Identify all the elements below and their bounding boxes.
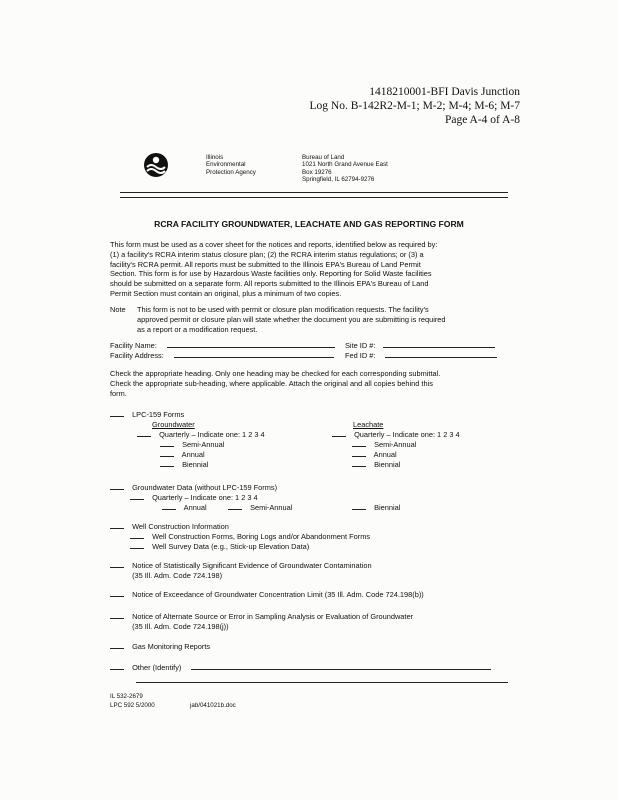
leachate-biennial-row xyxy=(352,460,400,470)
agency-address xyxy=(302,154,388,183)
notice-alternate-line: (35 Ill. Adm. Code 724.198(j)) xyxy=(132,621,229,631)
notice-alternate-text xyxy=(132,612,413,632)
gw-data-biennial-label: Biennial xyxy=(374,503,401,512)
well-survey-row xyxy=(130,542,309,552)
notice-significant-line: (35 Ill. Adm. Code 724.198) xyxy=(132,570,223,580)
site-id-label: Site ID #: xyxy=(345,341,376,350)
intro-line: should be submitted on a separate form. All reports submitted to the Illinois EPA's Bureau of Land xyxy=(110,279,429,289)
leachate-quarterly-row xyxy=(332,430,460,440)
instructions-line: form. xyxy=(110,388,127,398)
agency-address-line: Box 19276 xyxy=(302,168,332,176)
note-label: Note xyxy=(110,305,126,314)
form-number: IL 532-2679 xyxy=(110,693,143,700)
well-forms-row xyxy=(130,532,370,542)
gw-data-semiannual-row xyxy=(228,503,292,513)
leachate-heading: Leachate xyxy=(353,420,384,429)
facility-address-label: Facility Address: xyxy=(110,351,164,360)
leachate-annual-checkbox[interactable] xyxy=(352,450,366,457)
leachate-biennial-label: Biennial xyxy=(374,460,401,469)
agency-address-line: Springfield, IL 62794-9276 xyxy=(302,175,375,183)
lpc-159-checkbox[interactable] xyxy=(110,410,124,417)
log-number-line: Log No. B-142R2-M-1; M-2; M-4; M-6; M-7 xyxy=(309,100,520,112)
notice-alternate-checkbox[interactable] xyxy=(110,612,124,619)
leachate-quarterly-label: Quarterly – Indicate one: 1 2 3 4 xyxy=(354,430,460,439)
agency-name-line: Protection Agency xyxy=(206,168,256,176)
leachate-semiannual-row xyxy=(352,440,416,450)
page-number: Page A-4 of A-8 xyxy=(444,114,520,126)
gw-data-quarterly-label: Quarterly – Indicate one: 1 2 3 4 xyxy=(152,493,258,502)
facility-address-field[interactable] xyxy=(174,350,334,358)
gw-data-quarterly-checkbox[interactable] xyxy=(130,493,144,500)
fed-id-label: Fed ID #: xyxy=(345,351,376,360)
file-reference: jab/041021b.doc xyxy=(190,702,236,709)
gw-data-semiannual-checkbox[interactable] xyxy=(228,503,242,510)
lpc-159-label: LPC-159 Forms xyxy=(132,410,185,419)
intro-line: This form must be used as a cover sheet for the notices and reports, identified below as required by: xyxy=(110,240,438,249)
well-forms-label: Well Construction Forms, Boring Logs and/or Abandonment Forms xyxy=(152,532,371,541)
notice-exceedance-row xyxy=(110,590,424,600)
note-line: as a report or a modification request. xyxy=(137,324,258,334)
other-identify-field[interactable] xyxy=(191,662,491,670)
agency-name-line: Illinois xyxy=(206,154,224,161)
gw-data-semiannual-label: Semi-Annual xyxy=(250,503,293,512)
agency-name xyxy=(206,154,256,176)
groundwater-biennial-checkbox[interactable] xyxy=(160,460,174,467)
well-construction-row xyxy=(110,522,229,532)
instructions-line: Check the appropriate sub-heading, where applicable. Attach the original and all copies behind this xyxy=(110,378,433,388)
fed-id-row xyxy=(345,350,497,361)
groundwater-data-row xyxy=(110,483,277,493)
gw-data-biennial-checkbox[interactable] xyxy=(352,503,366,510)
intro-line: facility's RCRA permit. All reports must be submitted to the Illinois EPA's Bureau of Land Permit xyxy=(110,259,421,269)
leachate-biennial-checkbox[interactable] xyxy=(352,460,366,467)
lpc-159-row xyxy=(110,410,184,420)
groundwater-data-checkbox[interactable] xyxy=(110,483,124,490)
leachate-quarterly-checkbox[interactable] xyxy=(332,430,346,437)
groundwater-annual-row xyxy=(160,450,205,460)
leachate-annual-row xyxy=(352,450,397,460)
gw-data-annual-checkbox[interactable] xyxy=(162,503,176,510)
facility-name-field[interactable] xyxy=(167,340,335,348)
notice-exceedance-label: Notice of Exceedance of Groundwater Concentration Limit (35 Ill. Adm. Code 724.198(b)) xyxy=(132,590,424,599)
groundwater-quarterly-row xyxy=(137,430,265,440)
well-construction-checkbox[interactable] xyxy=(110,522,124,529)
notice-significant-row xyxy=(110,561,372,581)
other-row xyxy=(110,662,491,673)
well-construction-label: Well Construction Information xyxy=(132,522,229,531)
notice-alternate-row xyxy=(110,612,413,632)
document-id-line: 1418210001-BFI Davis Junction xyxy=(369,86,520,98)
groundwater-biennial-row xyxy=(160,460,208,470)
site-id-field[interactable] xyxy=(383,340,495,348)
gw-data-quarterly-row xyxy=(130,493,258,503)
groundwater-semiannual-checkbox[interactable] xyxy=(160,440,174,447)
facility-name-label: Facility Name: xyxy=(110,341,157,350)
illinois-epa-logo-icon xyxy=(143,152,169,183)
notice-significant-line: Notice of Statistically Significant Evidence of Groundwater Contamination xyxy=(132,561,372,570)
fed-id-field[interactable] xyxy=(385,350,497,358)
groundwater-semiannual-row xyxy=(160,440,224,450)
leachate-semiannual-label: Semi-Annual xyxy=(374,440,417,449)
header-divider xyxy=(120,192,508,193)
groundwater-annual-checkbox[interactable] xyxy=(160,450,174,457)
header-divider xyxy=(120,197,508,198)
note-line: approved permit or closure plan will state whether the document you are submitting is required xyxy=(137,314,446,324)
gas-monitoring-row xyxy=(110,642,210,652)
lpc-number: LPC 592 5/2000 xyxy=(110,702,155,709)
intro-line: (1) a facility's RCRA interim status closure plan; (2) the RCRA interim status regulations; or (3) a xyxy=(110,249,424,259)
notice-exceedance-checkbox[interactable] xyxy=(110,590,124,597)
gw-data-biennial-row xyxy=(352,503,400,513)
notice-alternate-line: Notice of Alternate Source or Error in Sampling Analysis or Evaluation of Groundwater xyxy=(132,612,414,621)
other-checkbox[interactable] xyxy=(110,663,124,670)
well-forms-checkbox[interactable] xyxy=(130,532,144,539)
form-title: RCRA FACILITY GROUNDWATER, LEACHATE AND GAS REPORTING FORM xyxy=(154,219,464,229)
groundwater-quarterly-checkbox[interactable] xyxy=(137,430,151,437)
groundwater-heading: Groundwater xyxy=(152,420,195,429)
notice-significant-checkbox[interactable] xyxy=(110,561,124,568)
groundwater-data-label: Groundwater Data (without LPC-159 Forms) xyxy=(132,483,278,492)
leachate-annual-label: Annual xyxy=(373,450,397,459)
well-survey-label: Well Survey Data (e.g., Stick-up Elevation Data) xyxy=(152,542,310,551)
other-label: Other (Identify) xyxy=(132,663,182,672)
groundwater-semiannual-label: Semi-Annual xyxy=(182,440,225,449)
note-text xyxy=(137,305,507,334)
groundwater-annual-label: Annual xyxy=(181,450,205,459)
intro-line: Section. This form is for use by Hazardous Waste facilities only. Reporting for Solid Waste facilities xyxy=(110,269,432,279)
intro-line: Permit Section must contain an original, plus a minimum of two copies. xyxy=(110,288,342,298)
instructions-paragraph xyxy=(110,369,440,398)
groundwater-quarterly-label: Quarterly – Indicate one: 1 2 3 4 xyxy=(159,430,265,439)
facility-address-row xyxy=(110,350,334,361)
gas-monitoring-checkbox[interactable] xyxy=(110,642,124,649)
gw-data-annual-row xyxy=(162,503,207,513)
agency-name-line: Environmental xyxy=(206,161,246,169)
leachate-semiannual-checkbox[interactable] xyxy=(352,440,366,447)
well-survey-checkbox[interactable] xyxy=(130,542,144,549)
gw-data-annual-label: Annual xyxy=(183,503,207,512)
agency-address-line: 1021 North Grand Avenue East xyxy=(302,161,388,169)
instructions-line: Check the appropriate heading. Only one heading may be checked for each corresponding submittal. xyxy=(110,369,441,378)
groundwater-biennial-label: Biennial xyxy=(182,460,209,469)
intro-paragraph xyxy=(110,240,437,299)
other-second-line xyxy=(136,682,508,683)
notice-significant-text xyxy=(132,561,372,581)
note-line: This form is not to be used with permit or closure plan modification requests. The facility's xyxy=(137,305,429,314)
agency-address-line: Bureau of Land xyxy=(302,154,345,161)
gas-monitoring-label: Gas Monitoring Reports xyxy=(132,642,211,651)
